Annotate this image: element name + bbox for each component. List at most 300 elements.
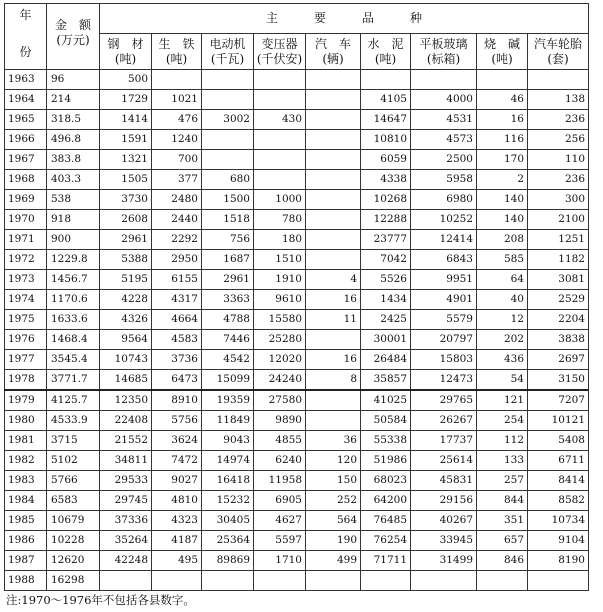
value-cell xyxy=(361,571,411,591)
value-cell: 2100 xyxy=(528,210,589,230)
value-cell: 254 xyxy=(477,411,528,431)
year-cell: 1986 xyxy=(5,531,47,551)
amount-cell: 96 xyxy=(47,70,100,90)
value-cell: 300 xyxy=(528,190,589,210)
value-cell: 31499 xyxy=(411,551,477,571)
value-cell: 11 xyxy=(306,310,361,330)
product-header-unit: (辆) xyxy=(322,51,344,66)
value-cell: 8414 xyxy=(528,471,589,491)
table-row xyxy=(5,270,589,290)
value-cell: 29156 xyxy=(411,491,477,511)
value-cell: 16 xyxy=(477,110,528,130)
value-cell: 6155 xyxy=(152,270,202,290)
value-cell: 5958 xyxy=(411,170,477,190)
amount-cell: 3545.4 xyxy=(47,350,100,370)
value-cell xyxy=(306,110,361,130)
value-cell: 76254 xyxy=(361,531,411,551)
value-cell: 4105 xyxy=(361,90,411,110)
value-cell: 1510 xyxy=(254,250,306,270)
table-row xyxy=(5,451,589,471)
value-cell: 16418 xyxy=(202,471,254,491)
value-cell: 36 xyxy=(306,431,361,451)
table-row xyxy=(5,130,589,150)
value-cell xyxy=(254,130,306,150)
value-cell: 476 xyxy=(152,110,202,130)
product-header-unit: (套) xyxy=(547,51,569,66)
value-cell: 54 xyxy=(477,370,528,391)
value-cell: 3363 xyxy=(202,290,254,310)
value-cell: 140 xyxy=(477,210,528,230)
value-cell: 7042 xyxy=(361,250,411,270)
table-row xyxy=(5,290,589,310)
value-cell: 14685 xyxy=(100,370,152,391)
main-products-group-header: 主 要 品 种 xyxy=(100,4,589,34)
table-row xyxy=(5,370,589,391)
value-cell xyxy=(477,571,528,591)
product-header xyxy=(411,34,477,70)
year-cell: 1987 xyxy=(5,551,47,571)
year-cell: 1988 xyxy=(5,571,47,591)
value-cell: 8910 xyxy=(152,390,202,411)
value-cell: 9564 xyxy=(100,330,152,350)
value-cell: 112 xyxy=(477,431,528,451)
value-cell: 2 xyxy=(477,170,528,190)
product-header xyxy=(306,34,361,70)
amount-cell: 16298 xyxy=(47,571,100,591)
product-header xyxy=(202,34,254,70)
value-cell: 2440 xyxy=(152,210,202,230)
value-cell: 499 xyxy=(306,551,361,571)
value-cell: 10268 xyxy=(361,190,411,210)
value-cell xyxy=(306,70,361,90)
value-cell xyxy=(411,70,477,90)
value-cell: 236 xyxy=(528,110,589,130)
product-header-unit: (千伏安) xyxy=(256,51,303,66)
value-cell: 20797 xyxy=(411,330,477,350)
value-cell: 138 xyxy=(528,90,589,110)
value-cell: 121 xyxy=(477,390,528,411)
amount-cell: 10679 xyxy=(47,511,100,531)
value-cell xyxy=(202,130,254,150)
value-cell: 6980 xyxy=(411,190,477,210)
year-cell: 1977 xyxy=(5,350,47,370)
product-header-name: 汽 车 xyxy=(314,36,351,51)
value-cell: 252 xyxy=(306,491,361,511)
value-cell xyxy=(477,70,528,90)
value-cell: 3150 xyxy=(528,370,589,391)
value-cell: 780 xyxy=(254,210,306,230)
value-cell xyxy=(254,150,306,170)
value-cell xyxy=(202,571,254,591)
value-cell xyxy=(202,150,254,170)
value-cell: 1414 xyxy=(100,110,152,130)
value-cell: 15232 xyxy=(202,491,254,511)
value-cell: 50584 xyxy=(361,411,411,431)
year-cell: 1979 xyxy=(5,390,47,411)
product-header-name: 水 泥 xyxy=(367,36,404,51)
year-cell: 1983 xyxy=(5,471,47,491)
value-cell: 1591 xyxy=(100,130,152,150)
value-cell: 4583 xyxy=(152,330,202,350)
table-row xyxy=(5,350,589,370)
table-row xyxy=(5,190,589,210)
value-cell: 25280 xyxy=(254,330,306,350)
amount-cell: 900 xyxy=(47,230,100,250)
table-row xyxy=(5,230,589,250)
value-cell: 256 xyxy=(528,130,589,150)
value-cell: 3838 xyxy=(528,330,589,350)
value-cell: 6905 xyxy=(254,491,306,511)
value-cell: 30001 xyxy=(361,330,411,350)
value-cell: 26267 xyxy=(411,411,477,431)
value-cell: 21552 xyxy=(100,431,152,451)
value-cell: 15099 xyxy=(202,370,254,391)
value-cell: 10734 xyxy=(528,511,589,531)
value-cell: 19359 xyxy=(202,390,254,411)
value-cell: 6473 xyxy=(152,370,202,391)
amount-cell: 1229.8 xyxy=(47,250,100,270)
value-cell: 71711 xyxy=(361,551,411,571)
value-cell xyxy=(528,571,589,591)
product-header-name: 烧 碱 xyxy=(483,36,520,51)
value-cell: 4338 xyxy=(361,170,411,190)
value-cell: 27580 xyxy=(254,390,306,411)
value-cell: 4 xyxy=(306,270,361,290)
footnote: 注:1970～1976年不包括各县数字。 xyxy=(6,593,195,607)
value-cell: 133 xyxy=(477,451,528,471)
year-cell: 1963 xyxy=(5,70,47,90)
year-cell: 1972 xyxy=(5,250,47,270)
year-cell: 1982 xyxy=(5,451,47,471)
value-cell: 14974 xyxy=(202,451,254,471)
value-cell: 1729 xyxy=(100,90,152,110)
value-cell: 9610 xyxy=(254,290,306,310)
value-cell: 1000 xyxy=(254,190,306,210)
value-cell: 68023 xyxy=(361,471,411,491)
product-header xyxy=(254,34,306,70)
value-cell: 5388 xyxy=(100,250,152,270)
value-cell: 4573 xyxy=(411,130,477,150)
value-cell: 1710 xyxy=(254,551,306,571)
amount-cell: 496.8 xyxy=(47,130,100,150)
table-row xyxy=(5,551,589,571)
amount-cell: 1456.7 xyxy=(47,270,100,290)
value-cell: 40267 xyxy=(411,511,477,531)
value-cell: 25364 xyxy=(202,531,254,551)
value-cell: 1021 xyxy=(152,90,202,110)
value-cell xyxy=(528,70,589,90)
value-cell: 680 xyxy=(202,170,254,190)
value-cell xyxy=(306,130,361,150)
value-cell xyxy=(152,571,202,591)
value-cell: 495 xyxy=(152,551,202,571)
value-cell: 190 xyxy=(306,531,361,551)
year-cell: 1970 xyxy=(5,210,47,230)
value-cell: 180 xyxy=(254,230,306,250)
value-cell: 351 xyxy=(477,511,528,531)
product-header-unit: (标箱) xyxy=(426,51,461,66)
value-cell: 6059 xyxy=(361,150,411,170)
value-cell: 9104 xyxy=(528,531,589,551)
value-cell: 5195 xyxy=(100,270,152,290)
amount-cell: 918 xyxy=(47,210,100,230)
value-cell: 7472 xyxy=(152,451,202,471)
value-cell: 2961 xyxy=(100,230,152,250)
value-cell: 564 xyxy=(306,511,361,531)
value-cell: 5408 xyxy=(528,431,589,451)
value-cell xyxy=(361,70,411,90)
amount-header xyxy=(47,4,100,70)
value-cell xyxy=(306,250,361,270)
value-cell: 1321 xyxy=(100,150,152,170)
value-cell: 55338 xyxy=(361,431,411,451)
value-cell xyxy=(306,571,361,591)
value-cell: 3081 xyxy=(528,270,589,290)
value-cell: 33945 xyxy=(411,531,477,551)
table-row xyxy=(5,390,589,411)
value-cell xyxy=(306,330,361,350)
value-cell: 40 xyxy=(477,290,528,310)
value-cell: 26484 xyxy=(361,350,411,370)
value-cell xyxy=(306,230,361,250)
product-header-name: 汽车轮胎 xyxy=(533,36,582,51)
product-header-name: 平板玻璃 xyxy=(419,36,468,51)
value-cell: 23777 xyxy=(361,230,411,250)
value-cell: 76485 xyxy=(361,511,411,531)
value-cell: 1687 xyxy=(202,250,254,270)
value-cell xyxy=(152,70,202,90)
value-cell: 9043 xyxy=(202,431,254,451)
value-cell: 1240 xyxy=(152,130,202,150)
value-cell: 846 xyxy=(477,551,528,571)
value-cell: 2950 xyxy=(152,250,202,270)
value-cell: 120 xyxy=(306,451,361,471)
value-cell: 34811 xyxy=(100,451,152,471)
value-cell: 430 xyxy=(254,110,306,130)
product-header-unit: (千瓦) xyxy=(210,51,245,66)
value-cell: 64 xyxy=(477,270,528,290)
amount-cell: 5766 xyxy=(47,471,100,491)
value-cell: 4542 xyxy=(202,350,254,370)
value-cell: 22408 xyxy=(100,411,152,431)
value-cell: 4323 xyxy=(152,511,202,531)
value-cell xyxy=(306,170,361,190)
value-cell: 116 xyxy=(477,130,528,150)
table-row xyxy=(5,411,589,431)
year-cell: 1980 xyxy=(5,411,47,431)
value-cell: 436 xyxy=(477,350,528,370)
value-cell: 4531 xyxy=(411,110,477,130)
value-cell xyxy=(254,571,306,591)
year-cell: 1975 xyxy=(5,310,47,330)
table-row xyxy=(5,531,589,551)
value-cell: 35857 xyxy=(361,370,411,391)
value-cell: 1182 xyxy=(528,250,589,270)
year-header xyxy=(5,4,47,70)
table-row xyxy=(5,170,589,190)
year-header-top: 年 xyxy=(19,8,32,22)
value-cell: 51986 xyxy=(361,451,411,471)
amount-cell: 12620 xyxy=(47,551,100,571)
value-cell xyxy=(306,390,361,411)
product-header-name: 电动机 xyxy=(209,36,246,51)
value-cell: 236 xyxy=(528,170,589,190)
amount-cell: 214 xyxy=(47,90,100,110)
product-header-unit: (吨) xyxy=(491,51,513,66)
value-cell: 5579 xyxy=(411,310,477,330)
value-cell: 2292 xyxy=(152,230,202,250)
value-cell: 2697 xyxy=(528,350,589,370)
value-cell: 4326 xyxy=(100,310,152,330)
table-row xyxy=(5,210,589,230)
value-cell: 15580 xyxy=(254,310,306,330)
year-cell: 1976 xyxy=(5,330,47,350)
value-cell xyxy=(306,190,361,210)
value-cell: 14647 xyxy=(361,110,411,130)
table-row xyxy=(5,571,589,591)
year-cell: 1964 xyxy=(5,90,47,110)
table-header xyxy=(5,4,589,70)
table-row xyxy=(5,250,589,270)
amount-cell: 1170.6 xyxy=(47,290,100,310)
value-cell: 29765 xyxy=(411,390,477,411)
value-cell: 42248 xyxy=(100,551,152,571)
amount-cell: 1633.6 xyxy=(47,310,100,330)
amount-cell: 3715 xyxy=(47,431,100,451)
year-cell: 1981 xyxy=(5,431,47,451)
value-cell: 2480 xyxy=(152,190,202,210)
year-cell: 1985 xyxy=(5,511,47,531)
value-cell: 16 xyxy=(306,350,361,370)
value-cell: 9951 xyxy=(411,270,477,290)
value-cell xyxy=(254,90,306,110)
value-cell: 12020 xyxy=(254,350,306,370)
value-cell: 657 xyxy=(477,531,528,551)
amount-cell: 318.5 xyxy=(47,110,100,130)
value-cell xyxy=(306,150,361,170)
amount-cell: 4533.9 xyxy=(47,411,100,431)
table-row xyxy=(5,431,589,451)
product-header-name: 变压器 xyxy=(261,36,298,51)
amount-cell: 5102 xyxy=(47,451,100,471)
year-cell: 1966 xyxy=(5,130,47,150)
table-row xyxy=(5,491,589,511)
value-cell: 17737 xyxy=(411,431,477,451)
value-cell: 377 xyxy=(152,170,202,190)
table-row xyxy=(5,330,589,350)
value-cell: 8582 xyxy=(528,491,589,511)
value-cell: 2608 xyxy=(100,210,152,230)
table-row xyxy=(5,70,589,90)
value-cell: 10743 xyxy=(100,350,152,370)
value-cell: 700 xyxy=(152,150,202,170)
value-cell: 4627 xyxy=(254,511,306,531)
value-cell: 257 xyxy=(477,471,528,491)
value-cell: 24240 xyxy=(254,370,306,391)
amount-cell: 3771.7 xyxy=(47,370,100,391)
value-cell xyxy=(306,90,361,110)
value-cell: 10810 xyxy=(361,130,411,150)
value-cell: 11849 xyxy=(202,411,254,431)
value-cell: 46 xyxy=(477,90,528,110)
value-cell: 1434 xyxy=(361,290,411,310)
value-cell: 8 xyxy=(306,370,361,391)
value-cell: 4000 xyxy=(411,90,477,110)
value-cell: 2961 xyxy=(202,270,254,290)
amount-header-label: 金 额 xyxy=(54,18,91,32)
value-cell: 30405 xyxy=(202,511,254,531)
value-cell: 756 xyxy=(202,230,254,250)
amount-cell: 403.3 xyxy=(47,170,100,190)
value-cell xyxy=(254,70,306,90)
value-cell: 2204 xyxy=(528,310,589,330)
value-cell: 6240 xyxy=(254,451,306,471)
value-cell: 3736 xyxy=(152,350,202,370)
value-cell: 1251 xyxy=(528,230,589,250)
year-cell: 1967 xyxy=(5,150,47,170)
product-header-name: 生 铁 xyxy=(158,36,195,51)
year-cell: 1973 xyxy=(5,270,47,290)
product-header xyxy=(100,34,152,70)
value-cell: 4810 xyxy=(152,491,202,511)
value-cell: 10252 xyxy=(411,210,477,230)
table-row xyxy=(5,511,589,531)
value-cell: 585 xyxy=(477,250,528,270)
value-cell: 11958 xyxy=(254,471,306,491)
value-cell: 5756 xyxy=(152,411,202,431)
value-cell: 4855 xyxy=(254,431,306,451)
product-header-unit: (吨) xyxy=(114,51,137,66)
value-cell: 12473 xyxy=(411,370,477,391)
amount-cell: 1468.4 xyxy=(47,330,100,350)
value-cell: 1505 xyxy=(100,170,152,190)
value-cell: 25614 xyxy=(411,451,477,471)
value-cell xyxy=(202,90,254,110)
table-row xyxy=(5,90,589,110)
value-cell: 12414 xyxy=(411,230,477,250)
value-cell xyxy=(202,70,254,90)
value-cell: 1518 xyxy=(202,210,254,230)
value-cell xyxy=(100,571,152,591)
year-cell: 1965 xyxy=(5,110,47,130)
table-row xyxy=(5,150,589,170)
value-cell: 6843 xyxy=(411,250,477,270)
value-cell: 4317 xyxy=(152,290,202,310)
year-header-bottom: 份 xyxy=(19,45,32,59)
product-header xyxy=(477,34,528,70)
value-cell: 35264 xyxy=(100,531,152,551)
value-cell: 37336 xyxy=(100,511,152,531)
value-cell: 1910 xyxy=(254,270,306,290)
value-cell: 2529 xyxy=(528,290,589,310)
value-cell: 89869 xyxy=(202,551,254,571)
value-cell: 29533 xyxy=(100,471,152,491)
value-cell: 2500 xyxy=(411,150,477,170)
value-cell: 202 xyxy=(477,330,528,350)
amount-cell: 4125.7 xyxy=(47,390,100,411)
value-cell: 15803 xyxy=(411,350,477,370)
value-cell xyxy=(411,571,477,591)
value-cell xyxy=(306,411,361,431)
value-cell: 150 xyxy=(306,471,361,491)
value-cell: 10121 xyxy=(528,411,589,431)
value-cell: 2425 xyxy=(361,310,411,330)
value-cell: 64200 xyxy=(361,491,411,511)
value-cell: 4664 xyxy=(152,310,202,330)
value-cell: 3002 xyxy=(202,110,254,130)
product-header-unit: (吨) xyxy=(165,51,188,66)
value-cell: 844 xyxy=(477,491,528,511)
